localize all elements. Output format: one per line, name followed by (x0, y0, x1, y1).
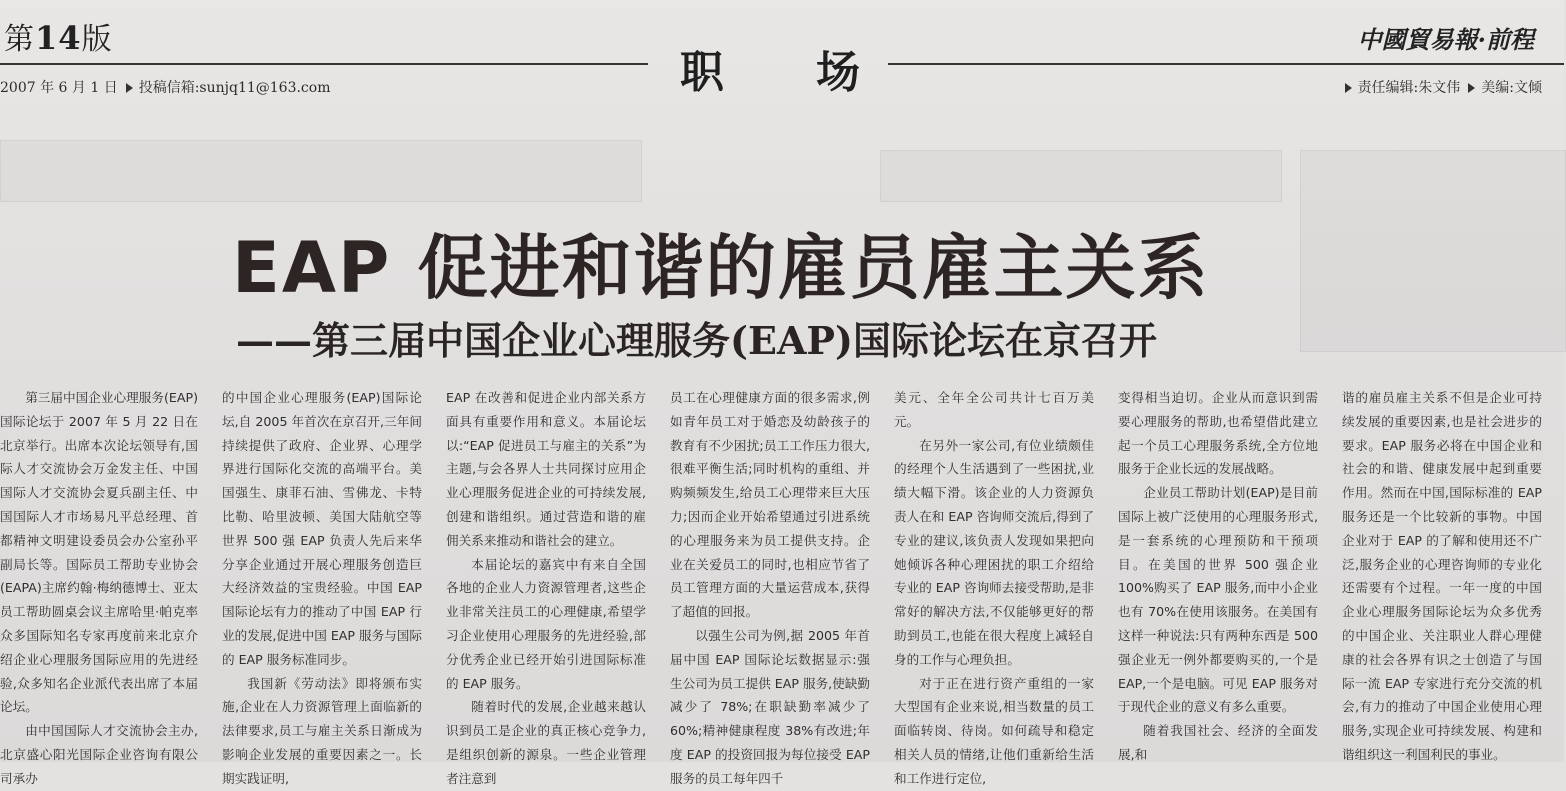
paragraph: 对于正在进行资产重组的一家大型国有企业来说,相当数量的员工面临转岗、待岗。如何疏导和稳定相关人员的情绪,让他们重新给生活和工作进行定位, (894, 675, 1094, 786)
art-editor: 美编:文倾 (1481, 80, 1542, 96)
bleed-through-block (880, 150, 1282, 202)
bleed-through-block (0, 140, 642, 202)
paragraph: 美元、全年全公司共计七百万美元。 (894, 390, 1094, 429)
paragraph: 随着时代的发展,企业越来越认识到员工是企业的真正核心竞争力,是组织创新的源泉。一些企业管理者注意到 (446, 699, 646, 786)
paragraph: 本届论坛的嘉宾中有来自全国各地的企业人力资源管理者,这些企业非常关注员工的心理健康,希望学习企业使用心理服务的先进经验,部分优秀企业已经开始引进国际标准的 EAP 服务。 (446, 556, 646, 691)
section-char-2: 场 (816, 47, 860, 98)
paragraph: 员工在心理健康方面的很多需求,例如青年员工对于婚恋及幼龄孩子的教育有不少困扰;员工工作压力很大,很难平衡生活;同时机构的重组、并购频频发生,给员工心理带来巨大压力;因而企业开始希望通过引进系统的心理服务来为员工提供支持。企业在关爱员工的同时,也相应节省了员工管理方面的大量运营成本,获得了超值的回报。 (670, 390, 870, 620)
paragraph: 由中国国际人才交流协会主办,北京盛心阳光国际企业咨询有限公司承办 (0, 723, 198, 786)
paragraph: 谐的雇员雇主关系不但是企业可持续发展的重要因素,也是社会进步的要求。EAP 服务必将在中国企业和社会的和谐、健康发展中起到重要作用。然而在中国,国际标准的 EAP 服务还是一个比较新的事物。中国企业对于 EAP 的了解和使用还不广泛,服务企业的心理咨询师的专业化还需要有个过程。一年一度的中国企业心理服务国际论坛为众多优秀的中国企业、关注职业人群心理健康的社会各界有识之士创造了与国际一流 EAP 专家进行充分交流的机会,有力的推动了中国企业使用心理服务,实现企业可持续发展、构建和谐组织这一利国利民的事业。 (1342, 390, 1542, 762)
header-rule-right (888, 63, 1564, 65)
triangle-bullet-icon (1468, 83, 1475, 93)
paragraph: 以强生公司为例,据 2005 年首届中国 EAP 国际论坛数据显示:强生公司为员工提供 EAP 服务,使缺勤减少了 78%;在职缺勤率减少了 60%;精神健康程度 38%有改进;年度 EAP 的投资回报为每位接受 EAP 服务的员工每年四千 (670, 627, 870, 786)
paragraph: 企业员工帮助计划(EAP)是目前国际上被广泛使用的心理服务形式,是一套系统的心理预防和干预项目。在美国的世界 500 强企业 100%购买了 EAP 服务,而中小企业也有 70%在使用该服务。在美国有这样一种说法:只有两种东西是 500 强企业无一例外都要购买的,一个是 EAP,一个是电脑。可见 EAP 服务对于现代企业的意义有多么重要。 (1118, 485, 1318, 715)
paragraph: 的中国企业心理服务(EAP)国际论坛,自 2005 年首次在京召开,三年间持续提供了政府、企业界、心理学界进行国际化交流的高端平台。美国强生、康菲石油、雪佛龙、卡特比勒、哈里波顿、美国大陆航空等世界 500 强 EAP 负责人先后来华分享企业通过开展心理服务创造巨大经济效益的宝贵经验。中国 EAP 国际论坛有力的推动了中国 EAP 行业的发展,促进中国 EAP 服务与国际的 EAP 服务标准同步。 (222, 390, 422, 667)
responsible-editor: 责任编辑:朱文伟 (1357, 80, 1461, 96)
article-column-5 (894, 386, 1094, 786)
article-column-2 (222, 386, 422, 786)
paragraph: 变得相当迫切。企业从而意识到需要心理服务的帮助,也希望借此建立起一个员工心理服务系统,全方位地服务于企业长远的发展战略。 (1118, 390, 1318, 477)
edition-digits: 14 (35, 19, 82, 57)
issue-date: 2007 年 6 月 1 日 (0, 80, 118, 96)
article-column-1 (0, 386, 198, 786)
masthead-logo: 中國貿易報·前程 (1357, 25, 1534, 54)
header-rule-left (0, 63, 648, 65)
paragraph: 在另外一家公司,有位业绩颇佳的经理个人生活遇到了一些困扰,业绩大幅下滑。该企业的人力资源负责人在和 EAP 咨询师交流后,得到了专业的建议,该负责人发现如果把向她倾诉各种心理困扰的职工介绍给专业的 EAP 咨询师去接受帮助,是非常好的解决方法,不仅能够更好的帮助到员工,也能在很大程度上减轻自身的工作与心理负担。 (894, 437, 1094, 667)
article-column-6 (1118, 386, 1318, 762)
paragraph: 随着我国社会、经济的全面发展,和 (1118, 723, 1318, 762)
paragraph: 我国新《劳动法》即将颁布实施,企业在人力资源管理上面临新的法律要求,员工与雇主关系日渐成为影响企业发展的重要因素之一。长期实践证明, (222, 675, 422, 786)
submission-email: 投稿信箱:sunjq11@163.com (138, 80, 331, 96)
editor-credits (1337, 77, 1542, 97)
triangle-bullet-icon (126, 83, 133, 93)
edition-number: 第14版 (4, 19, 113, 57)
article-column-3 (446, 386, 646, 786)
paragraph: 第三届中国企业心理服务(EAP)国际论坛于 2007 年 5 月 22 日在北京举行。出席本次论坛领导有,国际人才交流协会万金发主任、中国国际人才交流协会夏兵副主任、中国国际人才市场易凡平总经理、首都精神文明建设委员会办公室孙平副局长等。国际员工帮助专业协会(EAPA)主席约翰·梅纳德博士、亚太员工帮助圆桌会议主席哈里·帕克率众多国际知名专家再度前来北京介绍企业心理服务国际应用的先进经验,众多知名企业派代表出席了本届论坛。 (0, 390, 198, 715)
section-char-1: 职 (680, 47, 724, 98)
article-subheadline: ——第三届中国企业心理服务(EAP)国际论坛在京召开 (236, 318, 1157, 363)
triangle-bullet-icon (1345, 83, 1352, 93)
section-title (680, 36, 860, 100)
dateline (0, 77, 330, 97)
paragraph: EAP 在改善和促进企业内部关系方面具有重要作用和意义。本届论坛以:“EAP 促进员工与雇主的关系”为主题,与会各界人士共同探讨应用企业心理服务促进企业的可持续发展,创建和谐组织。通过营造和谐的雇佣关系来推动和谐社会的建立。 (446, 390, 646, 548)
article-headline: EAP 促进和谐的雇员雇主关系 (232, 227, 1210, 309)
article-column-7 (1342, 386, 1542, 762)
article-column-4 (670, 386, 870, 786)
